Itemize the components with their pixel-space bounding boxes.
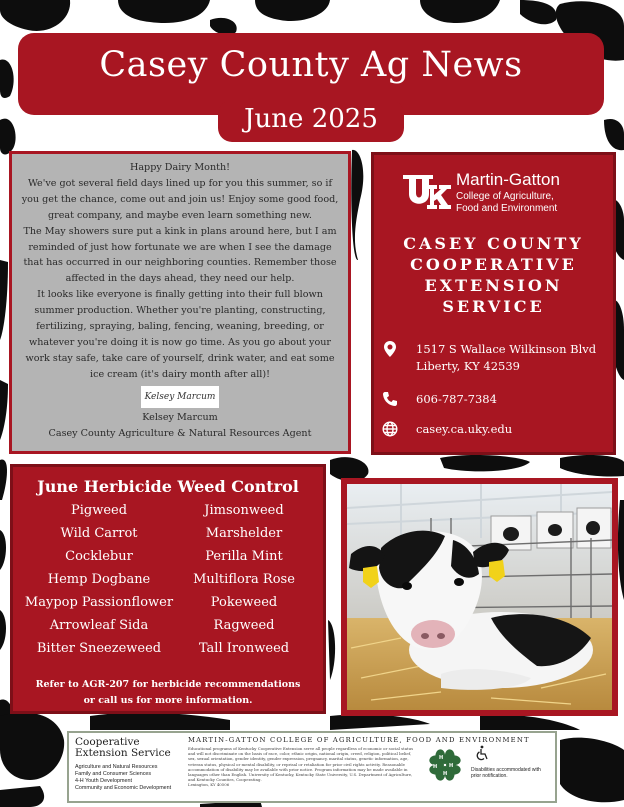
phone-icon <box>382 391 398 407</box>
letter-greeting: Happy Dairy Month! <box>129 162 231 173</box>
page-title: Casey County Ag News <box>99 45 523 85</box>
weed-item: Pigweed <box>70 503 128 518</box>
agent-letter <box>9 151 351 454</box>
weed-item: Pokeweed <box>210 595 278 610</box>
footer-heading: MARTIN-GATTON COLLEGE OF AGRICULTURE, FOOD AND ENVIRONMENT <box>188 736 530 744</box>
issue-date: June 2025 <box>244 104 378 134</box>
weed-note: Refer to AGR-207 for herbicide recommendations or call us for more information. <box>35 679 301 706</box>
svg-text:H: H <box>433 764 438 770</box>
weed-item: Hemp Dogbane <box>47 572 151 587</box>
weed-item: Bitter Sneezeweed <box>36 641 162 656</box>
accessibility-icon <box>475 745 489 761</box>
svg-text:H: H <box>449 763 454 769</box>
address-text: 1517 S Wallace Wilkinson Blvd Liberty, KY 42539 <box>416 342 597 373</box>
weed-title: June Herbicide Weed Control <box>37 477 299 496</box>
signature-image: Kelsey Marcum <box>141 386 219 408</box>
calf-photo-frame <box>341 478 618 716</box>
svg-text:H: H <box>443 771 448 777</box>
weed-item: Tall Ironweed <box>198 641 290 656</box>
footer-coop-line: Extension Service <box>75 747 171 759</box>
extension-info-box <box>371 152 616 455</box>
agent-name: Kelsey Marcum <box>142 411 218 423</box>
footer-coop-block <box>75 737 183 792</box>
globe-icon <box>382 421 398 437</box>
agent-role: Casey County Agriculture & Natural Resources Agent <box>48 427 312 439</box>
footer-body: Educational programs of Kentucky Cooperative Extension serve all people regardless of economic or social status and will not discriminate on the basis of race, color, ethnic origin, national origin, creed, religion, political belief, sex, sexual orientation, gender identity, gender expression, pregnancy, marital status, genetic information, age, veteran status, physical or mental disability, or reprisal or retaliation for prior civil rights activity. Reasonable accommodation of disability may be available with prior notice. Program information may be made available in languages other than English. University of Kentucky, Kentucky State University, U.S. Department of Agriculture, and Kentucky Counties, Cooperating. Lexington, KY 40506 <box>188 746 414 788</box>
footer-coop-line: Cooperative <box>75 736 140 748</box>
svg-text:H: H <box>439 755 444 761</box>
uk-logo-icon <box>403 173 451 209</box>
weed-item: Wild Carrot <box>60 526 138 541</box>
letter-paragraph: We've got several field days lined up for you this summer, so if you get the chance, come out and join us! Enjoy some good food, great company, and maybe even learn something new. <box>21 177 339 221</box>
date-banner <box>218 100 404 142</box>
letter-paragraph: The May showers sure put a kink in plans around here, but I am reminded of just how fortunate we are when I see the damage that has occurred in our neighboring counties. Remember those affected in the days ahead, they need our help. <box>23 225 337 285</box>
college-subtitle: College of Agriculture, Food and Environment <box>456 191 558 214</box>
weed-item: Arrowleaf Sida <box>49 618 149 633</box>
weed-item: Maypop Passionflower <box>24 595 174 610</box>
weed-item: Cocklebur <box>65 549 133 564</box>
map-pin-icon <box>382 341 398 357</box>
website-link[interactable]: casey.ca.uky.edu <box>416 422 513 436</box>
weed-item: Marshelder <box>205 526 283 541</box>
phone-number[interactable]: 606-787-7384 <box>416 392 497 406</box>
weed-item: Jimsonweed <box>204 503 284 518</box>
accessibility-note: Disabilities accommodated with prior notification. <box>471 767 541 779</box>
footer-disclaimer <box>67 731 557 803</box>
weed-item: Perilla Mint <box>205 549 283 564</box>
weed-item: Multiflora Rose <box>193 572 295 587</box>
weed-control-box <box>10 464 326 714</box>
letter-paragraph: It looks like everyone is finally getting into their full blown summer production. Whether you're planting, constructing, fertilizing, spraying, baling, fencing, weaning, breeding, or whatever you're doing it is now go time. As you go about your work stay safe, take care of yourself, drink water, and eat some ice cream (it's dairy month after all)! <box>25 289 335 380</box>
college-name: Martin-Gatton <box>456 170 560 189</box>
extension-title: CASEY COUNTY COOPERATIVE EXTENSION SERVICE <box>403 234 584 316</box>
weed-item: Ragweed <box>213 618 275 633</box>
four-h-clover-icon <box>425 745 465 785</box>
footer-programs: Agriculture and Natural Resources Family and Consumer Sciences 4-H Youth Development Community and Economic Development <box>75 764 172 791</box>
calf-photo <box>341 478 618 716</box>
